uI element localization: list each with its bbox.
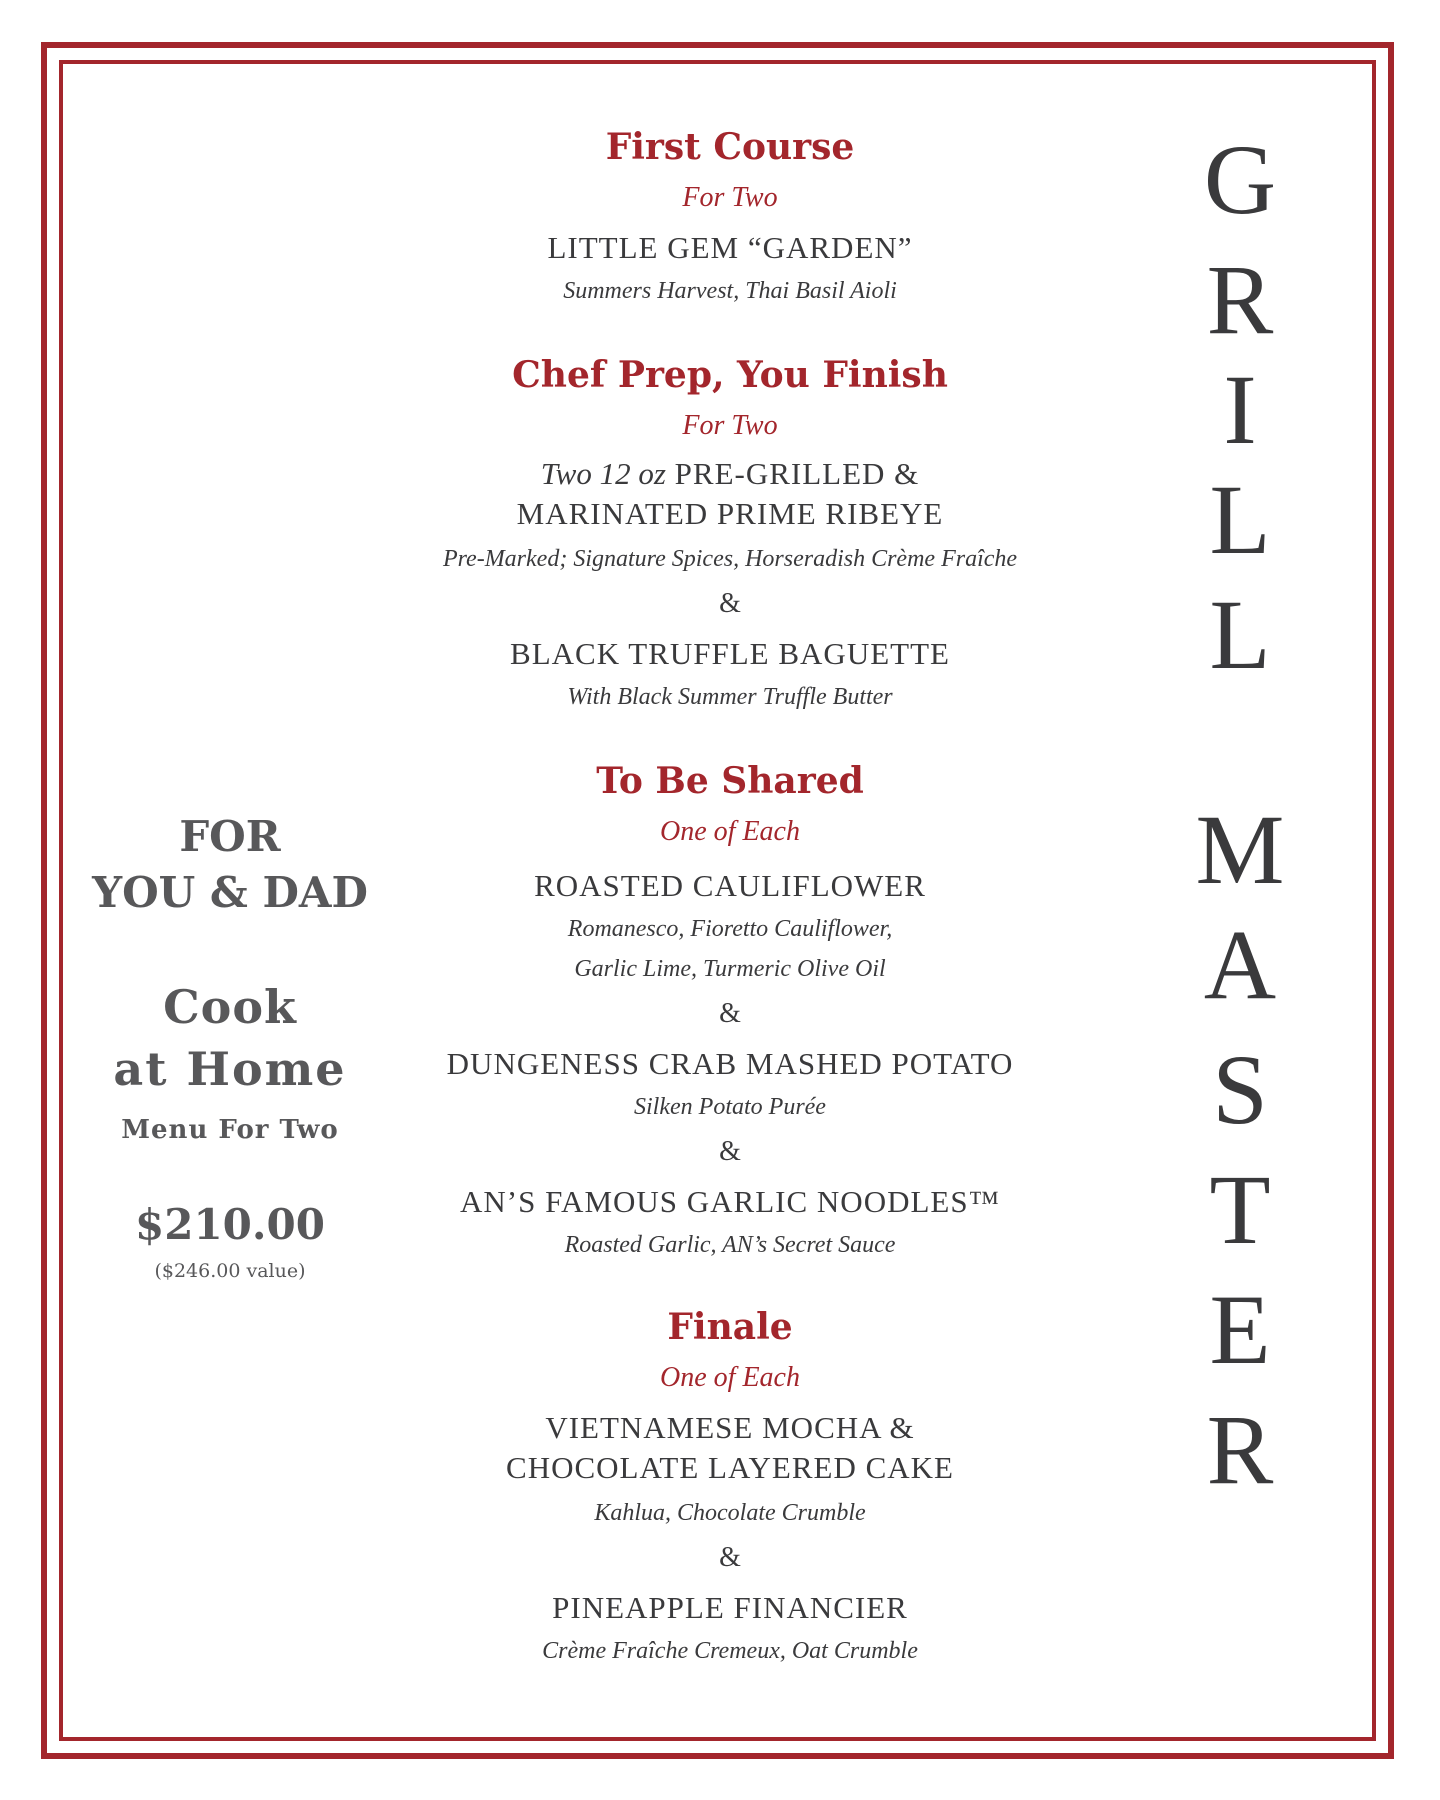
menu-desc-ribeye: Pre-Marked; Signature Spices, Horseradish Crème Fraîche	[442, 546, 1018, 572]
section-heading-first-course: First Course	[605, 126, 855, 168]
menu-desc-crab-potato: Silken Potato Purée	[634, 1094, 826, 1120]
menu-desc-mocha-cake: Kahlua, Chocolate Crumble	[594, 1500, 866, 1526]
vertical-letter: E	[1209, 1274, 1271, 1385]
ampersand: &	[719, 1542, 741, 1573]
menu-desc-little-gem: Summers Harvest, Thai Basil Aioli	[563, 278, 897, 304]
menu-desc-pineapple-financier: Crème Fraîche Cremeux, Oat Crumble	[542, 1638, 918, 1664]
section-sub-chef-prep: For Two	[682, 410, 778, 441]
sidebar-price: $210.00	[135, 1200, 325, 1249]
sidebar-line-at-home: at Home	[113, 1042, 347, 1096]
ampersand: &	[719, 1136, 741, 1167]
menu-item-garlic-noodles: AN’S FAMOUS GARLIC NOODLES™	[460, 1184, 1000, 1219]
vertical-letter: L	[1209, 464, 1271, 575]
sidebar-line-menu-for-two: Menu For Two	[121, 1115, 339, 1145]
vertical-title-grill-master	[1180, 0, 1300, 1800]
vertical-letter: A	[1203, 909, 1277, 1020]
menu-item-ribeye-rest: PRE-GRILLED &	[665, 456, 920, 491]
vertical-letter: L	[1209, 579, 1271, 690]
sidebar-value: ($246.00 value)	[154, 1260, 306, 1282]
sidebar-line-cook: Cook	[163, 980, 297, 1034]
menu-item-ribeye-prefix: Two 12 oz	[540, 456, 666, 491]
menu-item-truffle-baguette: BLACK TRUFFLE BAGUETTE	[510, 636, 950, 671]
menu-desc-garlic-noodles: Roasted Garlic, AN’s Secret Sauce	[564, 1232, 896, 1258]
vertical-letter: S	[1212, 1034, 1268, 1145]
menu-desc-truffle-baguette: With Black Summer Truffle Butter	[567, 684, 893, 710]
section-heading-to-be-shared: To Be Shared	[596, 760, 864, 802]
menu-item-cauliflower: ROASTED CAULIFLOWER	[534, 868, 926, 903]
vertical-letter: I	[1223, 354, 1257, 465]
section-heading-chef-prep: Chef Prep, You Finish	[512, 354, 948, 396]
vertical-letter: R	[1206, 244, 1274, 355]
sidebar-line-you-dad: YOU & DAD	[92, 868, 368, 917]
menu-item-mocha-cake-line1: VIETNAMESE MOCHA &	[545, 1410, 915, 1445]
menu-item-pineapple-financier: PINEAPPLE FINANCIER	[552, 1590, 908, 1625]
section-sub-finale: One of Each	[660, 1362, 800, 1393]
ampersand: &	[719, 998, 741, 1029]
ampersand: &	[719, 588, 741, 619]
section-heading-finale: Finale	[667, 1306, 793, 1348]
sidebar-line-for: FOR	[179, 812, 281, 861]
section-sub-first-course: For Two	[682, 182, 778, 213]
sidebar-promo	[80, 0, 380, 1800]
menu-item-ribeye-line1	[380, 456, 1080, 492]
menu-item-little-gem: LITTLE GEM “GARDEN”	[547, 230, 913, 265]
menu-desc-cauliflower-1: Romanesco, Fioretto Cauliflower,	[567, 916, 893, 942]
vertical-letter: T	[1209, 1154, 1271, 1265]
menu-item-ribeye-line2: MARINATED PRIME RIBEYE	[516, 496, 944, 531]
menu-desc-cauliflower-2: Garlic Lime, Turmeric Olive Oil	[574, 956, 886, 982]
vertical-letter: R	[1206, 1394, 1274, 1505]
vertical-letter: G	[1203, 124, 1277, 235]
vertical-letter: M	[1195, 794, 1285, 905]
section-sub-to-be-shared: One of Each	[660, 816, 800, 847]
menu-item-crab-potato: DUNGENESS CRAB MASHED POTATO	[446, 1046, 1014, 1081]
menu-column	[380, 0, 1080, 1800]
menu-item-mocha-cake-line2: CHOCOLATE LAYERED CAKE	[506, 1450, 954, 1485]
